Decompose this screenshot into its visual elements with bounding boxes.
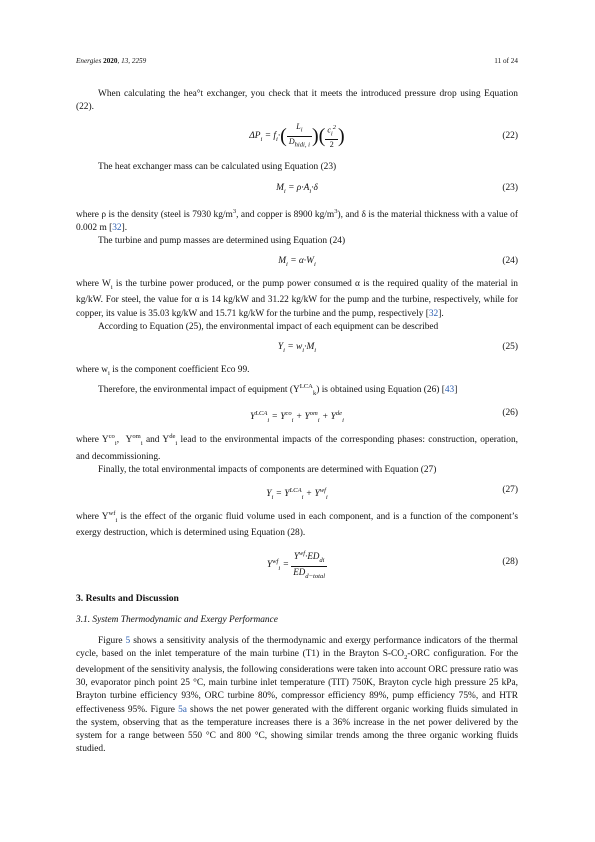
citation-link[interactable]: 32 — [112, 222, 122, 233]
paragraph: When calculating the hea°t exchanger, you check that it meets the introduced pressure drop using Equation (22). — [76, 89, 518, 113]
section-heading: 3. Results and Discussion — [76, 593, 179, 605]
paragraph: The turbine and pump masses are determined using Equation (24) — [98, 236, 346, 247]
citation-link[interactable]: 43 — [444, 385, 455, 396]
paragraph: where $Y^{co}_i$, $Y^{om}_i$ and $Y^{de}_i$ lead to the environmental impacts of the corresponding phases: construction, operation, and decommissioning. — [76, 433, 518, 462]
figure-link[interactable]: 5 — [125, 635, 131, 646]
paragraph: where $W_i$ is the turbine power produced, or the pump power consumed α is the required quality of the material in kg/kW. For steel, the value for α is 14 kg/kW and 31.22 kg/kW for the pump and the turbine, respectively, while for copper, its value is 35.03 kg/kW and 15.71 kg/kW for the turbine and the pump, respectively [32]. — [76, 279, 518, 319]
page-body — [76, 88, 518, 756]
equation-27: $Y_i = Y^{LCA}_i + Y^{wf}_i$ (27) — [266, 484, 518, 501]
subsection-heading: 3.1. System Thermodynamic and Exergy Performance — [76, 614, 278, 625]
paragraph: where ρ is the density (steel is 7930 $kg/m^3$, and copper is 8900 $kg/m^3$), and δ is the material thickness with a value of 0.002 m [32]. — [76, 207, 518, 233]
paragraph: where $w_i$ is the component coefficient Eco 99. — [76, 365, 250, 377]
journal-citation: Energies 2020, 13, 2259 — [76, 57, 147, 65]
equation-23: $M_i = \rho\cdot A_i\cdot\delta$ (23) — [276, 182, 518, 195]
citation-link[interactable]: 32 — [428, 308, 439, 319]
equation-26: $Y^{LCA}_i = Y^{co}_i + Y^{om}_i + Y^{de}_i$ (26) — [250, 408, 518, 425]
paragraph: The heat exchanger mass can be calculated using Equation (23) — [98, 162, 337, 173]
equation-25: $Y_i = w_i\cdot M_i$ (25) — [277, 342, 518, 354]
paragraph: Finally, the total environmental impacts of components are determined with Equation (27) — [98, 464, 437, 475]
equation-24: $M_i = \alpha\cdot W_i$ (24) — [278, 256, 518, 269]
equation-28: $Y^{wf}_i$ = $\frac{Y^{wf}\cdot ED_{di}}{ED_{d-total}}$ (28) — [266, 550, 518, 580]
page-number: 11 of 24 — [494, 57, 518, 65]
equation-22: $\Delta P_i = f_i\cdot$( $\frac{L_i}{D_{hidi, i}}$ )( $\frac{c_i^2}{2}$ ) (22) — [249, 122, 518, 150]
paragraph: According to Equation (25), the environmental impact of each equipment can be described — [98, 321, 439, 332]
paragraph: Figure 5 shows a sensitivity analysis of the thermodynamic and exergy performance indicators of the thermal cycle, based on the inlet temperature of the main turbine (T1) in the Brayton $S-CO_2$-ORC configuration. For the development of the sensitivity analysis, the following considerations were taken into account ORC pressure ratio was 30, evaporator pinch point 25 °C, main turbine inlet temperature (TIT) 750K, Brayton cycle high pressure 25 kPa, Brayton turbine efficiency 93%, ORC turbine 80%, compressor efficiency 89%, pump efficiency 75%, and HTR effectiveness 95%. Figure 5a shows the net power generated with the different organic working fluids simulated in the system, observing that as the temperature increases there is a 36% increase in the net power delivered by the system for a range between 550 °C and 800 °C, showing similar trends among the three organic working fluids studied. — [76, 635, 518, 755]
paragraph: where $Y^{wf}_i$ is the effect of the organic fluid volume used in each component, and is a function of the component’s exergy destruction, which is determined using Equation (28). — [76, 509, 518, 539]
paragraph: Therefore, the environmental impact of equipment $(Y^{LCA}_k)$ is obtained using Equation (26) [43] — [98, 383, 458, 398]
figure-link[interactable]: 5a — [178, 704, 187, 715]
